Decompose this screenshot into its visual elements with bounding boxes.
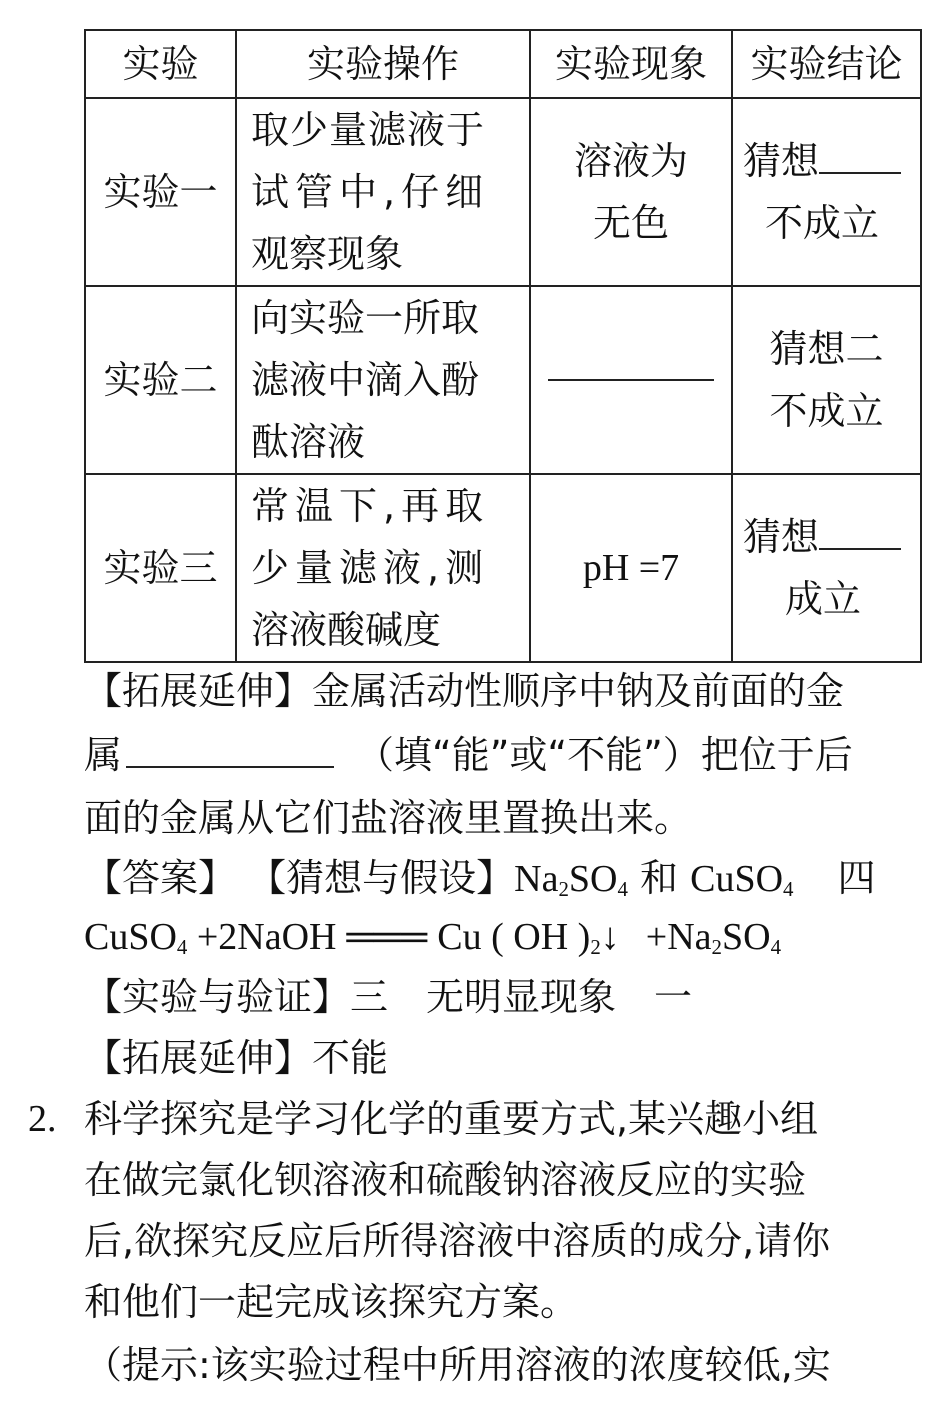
extension-line3: 面的金属从它们盐溶液里置换出来。 [84, 796, 693, 840]
table-header-row [85, 30, 921, 98]
row1-op-line1: 取少量滤液于 [251, 108, 486, 152]
header-experiment: 实验 [85, 30, 236, 98]
question-line2: 在做完氯化钡溶液和硫酸钠溶液反应的实验 [84, 1158, 807, 1202]
row3-phenomenon: pH =7 [530, 474, 732, 662]
answer-verify-line: 【实验与验证】三 无明显现象 一 [84, 975, 693, 1019]
row1-operation [236, 98, 530, 286]
experiment-table [84, 29, 922, 663]
table-row [85, 286, 921, 474]
row2-operation: 向实验一所取 滤液中滴入酚 酞溶液 [236, 286, 530, 474]
question-hint: （提示:该实验过程中所用溶液的浓度较低,实 [84, 1343, 831, 1387]
conclusion-blank [819, 172, 901, 174]
extension-line1: 【拓展延伸】金属活动性顺序中钠及前面的金 [84, 669, 845, 713]
answer-equation: CuSO$_4$ +2NaOH ═══ Cu ( OH )$_2↓ +Na_2SO_4$ [84, 916, 782, 960]
row3-conclusion: 猜想 成立 [732, 474, 921, 662]
table-row [85, 98, 921, 286]
answer-extension-line: 【拓展延伸】不能 [84, 1036, 389, 1080]
row2-name: 实验二 [85, 286, 236, 474]
phenomenon-blank-line [548, 379, 714, 381]
extension-line2: 属 （填“能”或“不能”）把位于后 [84, 733, 853, 777]
question-line1: 科学探究是学习化学的重要方式,某兴趣小组 [84, 1097, 819, 1141]
question-line4: 和他们一起完成该探究方案。 [84, 1280, 579, 1324]
question-line3: 后,欲探究反应后所得溶液中溶质的成分,请你 [84, 1219, 831, 1263]
row1-conclusion: 猜想 不成立 [732, 98, 921, 286]
row2-phenomenon-blank [530, 286, 732, 474]
question-number: 2. [28, 1098, 57, 1140]
fill-blank [126, 732, 334, 768]
header-operation: 实验操作 [236, 30, 530, 98]
row1-phenomenon: 溶液为 无色 [530, 98, 732, 286]
row3-operation: 常温下,再取 少量滤液,测 溶液酸碱度 [236, 474, 530, 662]
row2-conclusion: 猜想二 不成立 [732, 286, 921, 474]
answer-hypothesis-line: 【答案】 【猜想与假设】$Na_2SO_4$ 和 CuSO$_4$ 四 [84, 856, 876, 902]
row1-op-line2: 试管中,仔细 [251, 170, 490, 214]
header-phenomenon: 实验现象 [530, 30, 732, 98]
row1-name: 实验一 [85, 98, 236, 286]
row1-op-line3: 观察现象 [251, 232, 404, 276]
table-row [85, 474, 921, 662]
row3-name: 实验三 [85, 474, 236, 662]
conclusion-blank [819, 548, 901, 550]
header-conclusion: 实验结论 [732, 30, 921, 98]
